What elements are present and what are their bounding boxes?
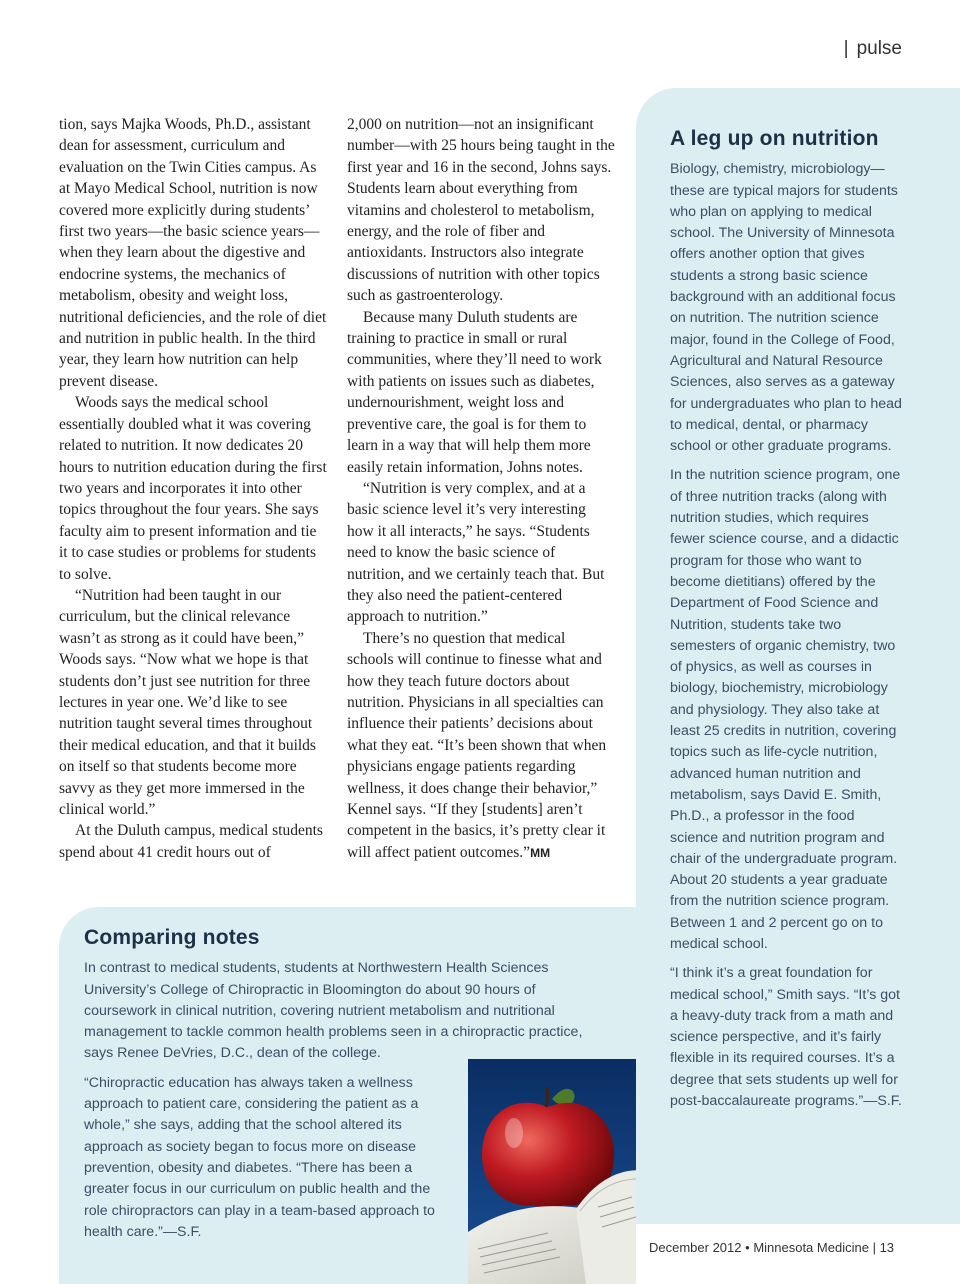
article-paragraph-text: There’s no question that medical schools will continue to finesse what and how they teach future doctors about nutrition. Physicians in all specialties can influence their patients’ decisions about what they eat. “It’s been shown that when physicians engage patients regarding wellness, it does change their behavior,” Kennel says. “If they [students] aren’t competent in the basics, it’s pretty clear it will affect patient outcomes.” bbox=[347, 629, 607, 861]
footer-separator: | bbox=[872, 1240, 876, 1255]
sidebar-leg-up-content bbox=[670, 128, 906, 1120]
article-paragraph: Woods says the medical school essentially doubled what it was covering related to nutrition. It now dedicates 20 hours to nutrition education during the first two years and incorporates it into other topics throughout the four years. She says faculty aim to present information and tie it to case studies or problems for students to solve. bbox=[59, 394, 327, 583]
page-number: 13 bbox=[879, 1240, 895, 1255]
sidebar-paragraph: In contrast to medical students, students at Northwestern Health Sciences University’s College of Chiropractic in Bloomington do about 90 hours of coursework in clinical nutrition, covering nutrient metabolism and nutritional management to tackle common health problems seen in a chiropractic practice, says Renee DeVries, D.C., dean of the college. bbox=[84, 960, 583, 1062]
apple-book-illustration bbox=[468, 1059, 636, 1284]
article-paragraph: 2,000 on nutrition—not an insignificant number—with 25 hours being taught in the first year and 16 in the second, Johns says. Students learn about everything from vitamins and cholesterol to metabolism, energy, and the role of fiber and antioxidants. Instructors also integrate discussions of nutrition with other topics such as gastroenterology. bbox=[347, 116, 615, 305]
article-paragraph: “Nutrition had been taught in our curriculum, but the clinical relevance wasn’t as strong as it could have been,” Woods says. “Now what we hope is that students don’t just see nutrition for three lectures in year one. We’d like to see nutrition taught several times throughout their medical education, and that it builds on itself so that students become more savvy as they get more immersed in the clinical world.” bbox=[59, 586, 316, 818]
section-label: pulse bbox=[856, 38, 902, 59]
footer-bullet: • bbox=[745, 1240, 750, 1255]
sidebar-paragraph: “I think it’s a great foundation for medical school,” Smith says. “It’s got a heavy-duty track from a math and science perspective, and it’s fairly flexible in its required courses. It’s a degree that sets students up well for post-baccalaureate programs.”—S.F. bbox=[670, 965, 902, 1110]
page-header bbox=[844, 38, 902, 60]
sidebar-title: Comparing notes bbox=[84, 926, 260, 949]
sidebar-paragraph: “Chiropractic education has always taken a wellness approach to patient care, considering the patient as a whole,” she says, adding that the school altered its approach as society began to focus more on disease prevention, obesity and diabetes. “There has been a greater focus in our curriculum on public health and the role chiropractors can play in a team-based approach to health care.”—S.F. bbox=[84, 1074, 435, 1240]
apple-on-book-photo bbox=[468, 1059, 636, 1284]
sidebar-comparing-notes bbox=[59, 907, 636, 1284]
article-column-1 bbox=[59, 114, 327, 863]
footer-date: December 2012 bbox=[649, 1240, 742, 1255]
article-column-2 bbox=[347, 114, 615, 864]
header-separator: | bbox=[843, 38, 849, 59]
article-paragraph: At the Duluth campus, medical students spend about 41 credit hours out of bbox=[59, 822, 323, 861]
sidebar-paragraph: In the nutrition science program, one of three nutrition tracks (along with nutrition studies, which requires fewer science course, and a didactic program for those who want to become dietitians) offered by the Department of Food Science and Nutrition, students take two semesters of organic chemistry, two of physics, as well as courses in biology, biochemistry, microbiology and physiology. They also take at least 25 credits in nutrition, covering topics such as life-cycle nutrition, advanced human nutrition and metabolism, says David E. Smith, Ph.D., a professor in the food science and nutrition program and chair of the undergraduate program. About 20 students a year graduate from the nutrition science program. Between 1 and 2 percent go on to medical school. bbox=[670, 467, 901, 952]
author-signature: MM bbox=[530, 845, 551, 860]
article-paragraph: “Nutrition is very complex, and at a basic science level it’s very interesting how it all interacts,” he says. “Students need to know the basic science of nutrition, and we certainly teach that. But they also need the patient-centered approach to nutrition.” bbox=[347, 479, 605, 626]
sidebar-leg-up bbox=[636, 88, 960, 1224]
sidebar-paragraph: Biology, chemistry, microbiology—these are typical majors for students who plan on applying to medical school. The University of Minnesota offers another option that gives students a strong basic science background with an additional focus on nutrition. The nutrition science major, found in the College of Food, Agricultural and Natural Resource Sciences, also serves as a gateway for undergraduates who plan to head to medical, dental, or pharmacy school or other graduate programs. bbox=[670, 161, 902, 455]
page-footer bbox=[649, 1240, 894, 1255]
article-paragraph: Because many Duluth students are training to practice in small or rural communities, where they’ll need to work with patients on issues such as diabetes, undernourishment, weight loss and preventive care, the goal is for them to learn in a way that will help them more easily retain information, Johns notes. bbox=[347, 308, 602, 476]
article-paragraph bbox=[347, 628, 615, 864]
footer-publication: Minnesota Medicine bbox=[753, 1240, 869, 1255]
article-paragraph: tion, says Majka Woods, Ph.D., assistant dean for assessment, curriculum and evaluation on the Twin Cities campus. As at Mayo Medical School, nutrition is now covered more explicitly during students’ first two years—the basic science years—when they learn about the digestive and endocrine systems, the mechanics of metabolism, obesity and weight loss, nutritional deficiencies, and the role of diet and nutrition in public health. In the third year, they learn how nutrition can help prevent disease. bbox=[59, 116, 327, 390]
sidebar-title: A leg up on nutrition bbox=[670, 127, 879, 150]
